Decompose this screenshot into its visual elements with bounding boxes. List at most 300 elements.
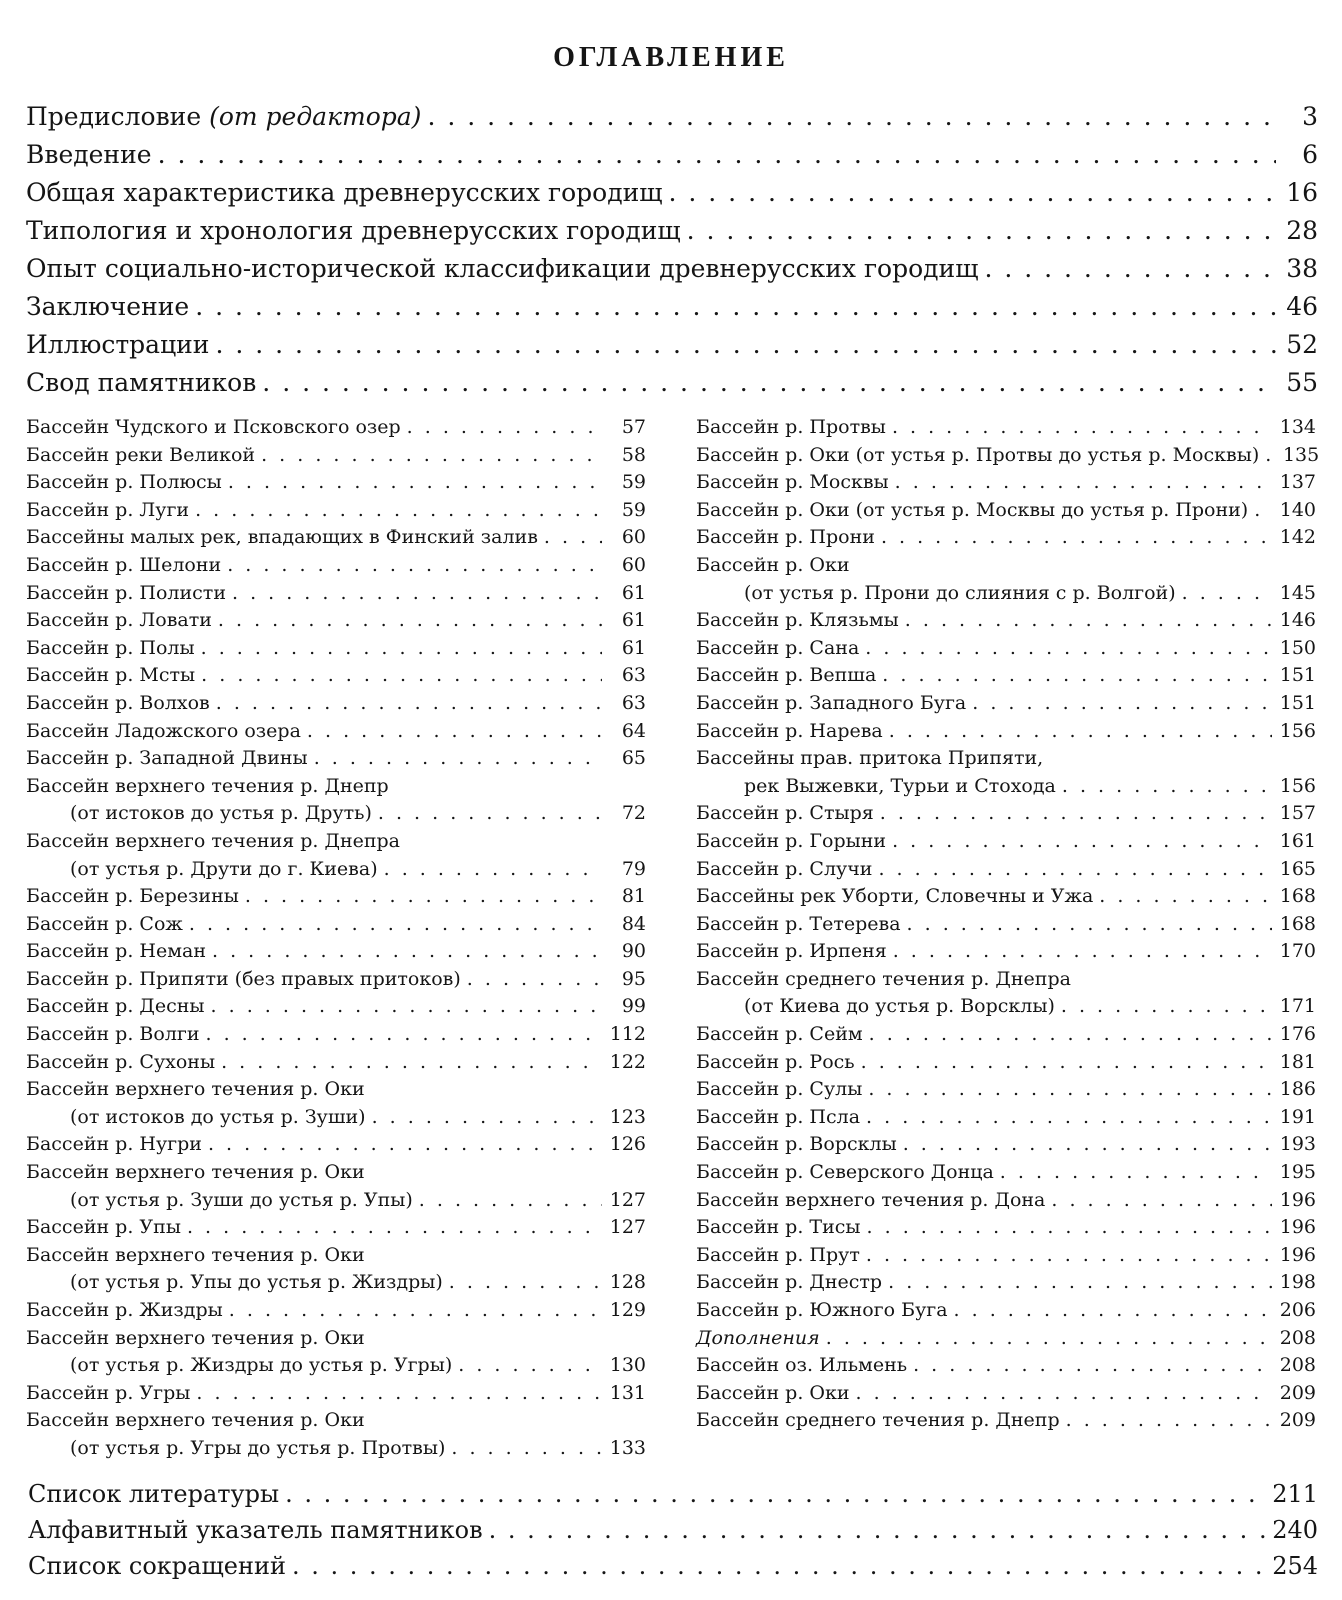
toc-entry-title [26, 499, 189, 521]
toc-entry-label: Бассейн р. Случи [696, 857, 873, 880]
toc-page-number: 191 [1279, 1105, 1316, 1128]
toc-entry[interactable] [696, 802, 1316, 830]
toc-entry-title [26, 1051, 215, 1073]
toc-entry[interactable] [26, 1051, 646, 1079]
toc-entry-title [26, 664, 195, 686]
toc-page-number: 145 [1279, 581, 1316, 604]
toc-entry-title [696, 1078, 862, 1100]
toc-entry-title [696, 664, 876, 686]
toc-page-number: 59 [621, 471, 646, 494]
dot-leader [158, 140, 1276, 169]
toc-entry-label: Бассейн р. Сана [696, 636, 860, 659]
dot-leader [221, 1051, 602, 1073]
dot-leader [1062, 775, 1272, 797]
toc-entry-label: (от устья р. Друти до г. Киева) [70, 857, 378, 880]
dot-leader [889, 720, 1272, 742]
toc-page-number: 95 [621, 967, 646, 990]
dot-leader [201, 664, 602, 686]
toc-page-number: 198 [1279, 1271, 1316, 1294]
toc-entry[interactable] [26, 885, 646, 913]
toc-page-number: 171 [1279, 995, 1316, 1018]
toc-page-number: 209 [1279, 1409, 1316, 1432]
toc-page-number: 52 [1286, 330, 1318, 359]
dot-leader [384, 858, 602, 880]
toc-entry-title [696, 1161, 994, 1183]
toc-entry[interactable] [26, 609, 646, 637]
toc-page-number: 208 [1279, 1354, 1316, 1377]
dot-leader [865, 637, 1272, 659]
toc-entry-title [28, 1480, 279, 1508]
toc-entry-title [26, 1354, 452, 1376]
toc-entry-label: Опыт социально-исторической классификации древнерусских городищ [26, 254, 979, 283]
toc-entry-title [26, 1133, 202, 1155]
toc-entry[interactable] [26, 1189, 646, 1217]
toc-entry-label: Бассейн р. Горыни [696, 829, 887, 852]
dot-leader [1254, 499, 1272, 521]
toc-entry[interactable] [26, 368, 1318, 406]
toc-page-number: 181 [1279, 1050, 1316, 1073]
toc-entry[interactable] [696, 858, 1316, 886]
toc-entry-title [696, 775, 1056, 797]
back-matter-contents [28, 1480, 1318, 1588]
dot-leader [867, 1216, 1272, 1238]
toc-entry-label: Бассейн р. Шелони [26, 553, 222, 576]
toc-entry[interactable] [696, 1051, 1316, 1079]
toc-entry[interactable] [26, 178, 1318, 216]
toc-entry-label: Бассейн р. Оки [696, 1381, 850, 1404]
toc-page-number: 99 [621, 995, 646, 1018]
toc-entry-title [26, 292, 189, 321]
toc-page-number: 127 [609, 1188, 646, 1211]
toc-entry-title [696, 637, 859, 659]
dot-leader [878, 858, 1272, 880]
toc-page-number: 211 [1272, 1480, 1318, 1508]
dot-leader [292, 1552, 1266, 1580]
toc-entry[interactable] [28, 1480, 1318, 1516]
toc-entry-label: (от истоков до устья р. Зуши) [70, 1105, 366, 1128]
toc-entry[interactable] [26, 692, 646, 720]
toc-entry-label: Общая характеристика древнерусских городищ [26, 178, 663, 207]
toc-entry[interactable] [26, 140, 1318, 178]
toc-entry[interactable] [26, 968, 646, 996]
dot-leader [893, 940, 1272, 962]
toc-entry[interactable] [696, 1106, 1316, 1134]
toc-entry-title [26, 1299, 223, 1321]
toc-entry-title [26, 471, 222, 493]
dot-leader [895, 471, 1272, 493]
dot-leader [262, 368, 1276, 397]
toc-page-number: 165 [1279, 857, 1316, 880]
toc-entry-title [26, 178, 663, 207]
toc-entry[interactable] [26, 499, 646, 527]
toc-page-number: 28 [1286, 216, 1318, 245]
toc-entry[interactable] [696, 1354, 1316, 1382]
toc-entry-title [696, 1023, 863, 1045]
toc-entry-title [26, 330, 209, 359]
toc-entry[interactable] [26, 444, 646, 472]
dot-leader [232, 582, 602, 604]
toc-page-number: 3 [1302, 102, 1318, 131]
toc-page-number: 157 [1279, 802, 1316, 825]
toc-entry-label: Бассейн р. Жиздры [26, 1299, 223, 1321]
toc-entry-title [696, 720, 883, 742]
toc-entry-label: Бассейн р. Полюсы [26, 471, 222, 494]
toc-entry[interactable] [696, 1271, 1316, 1299]
toc-entry[interactable] [26, 1299, 646, 1327]
toc-page-number: 60 [621, 526, 646, 549]
dot-leader [1066, 1409, 1272, 1431]
toc-entry-title [26, 1271, 443, 1293]
toc-entry-title [696, 1299, 948, 1321]
toc-entry-title [26, 858, 378, 880]
toc-entry-first-line: Бассейн верхнего течения р. Оки [26, 1161, 365, 1184]
toc-entry-title [26, 582, 226, 604]
toc-entry-first-line: Бассейн верхнего течения р. Днепра [26, 829, 401, 852]
dot-leader [687, 216, 1276, 245]
toc-page-number: 208 [1279, 1326, 1316, 1349]
toc-entry[interactable] [696, 582, 1316, 610]
toc-page-number: 196 [1279, 1243, 1316, 1266]
toc-page-number: 254 [1272, 1552, 1318, 1580]
toc-entry-label: Бассейн оз. Ильмень [696, 1354, 908, 1377]
dot-leader [407, 416, 602, 438]
toc-entry[interactable] [696, 1161, 1316, 1189]
toc-entry-label: Дополнения [696, 1326, 820, 1349]
toc-entry[interactable] [26, 747, 646, 775]
toc-entry[interactable] [696, 1078, 1316, 1106]
toc-entry-title [26, 720, 301, 742]
toc-entry[interactable] [696, 1327, 1316, 1355]
toc-entry-label: (от устья р. Упы до устья р. Жиздры) [70, 1271, 443, 1294]
toc-entry-title [26, 1216, 181, 1238]
toc-page-number: 151 [1279, 664, 1316, 687]
toc-entry-title [696, 471, 889, 493]
toc-entry-title [696, 1051, 855, 1073]
toc-page-number: 126 [609, 1133, 646, 1156]
toc-entry-label: Бассейн р. Ворсклы [696, 1133, 897, 1156]
toc-entry[interactable] [696, 471, 1316, 499]
toc-page-number: 196 [1279, 1216, 1316, 1239]
dot-leader [892, 416, 1272, 438]
dot-leader [195, 292, 1276, 321]
toc-entry[interactable] [696, 443, 1320, 472]
toc-entry[interactable] [26, 995, 646, 1023]
toc-entry-title [696, 1133, 897, 1155]
dot-leader [211, 995, 602, 1017]
dot-leader [489, 1516, 1267, 1544]
toc-entry[interactable] [26, 416, 646, 444]
toc-entry-label: Бассейн р. Нугри [26, 1133, 202, 1156]
dot-leader [954, 1299, 1272, 1321]
toc-entry-label: Бассейн р. Оки (от устья р. Протвы до устья р. Москвы) [696, 443, 1260, 466]
toc-entry[interactable] [26, 940, 646, 968]
toc-entry-label: Бассейн среднего течения р. Днепр [696, 1409, 1060, 1432]
toc-entry[interactable] [26, 554, 646, 582]
dot-leader [229, 1299, 602, 1321]
toc-entry-title [26, 995, 205, 1017]
toc-entry-title [26, 416, 401, 438]
toc-entry-first-line: Бассейн верхнего течения р. Оки [26, 1409, 365, 1432]
toc-entry[interactable] [26, 216, 1318, 254]
toc-entry-title [28, 1552, 286, 1580]
toc-entry[interactable] [696, 720, 1316, 748]
toc-entry[interactable] [696, 609, 1316, 637]
dot-leader [467, 968, 602, 990]
dot-leader [216, 692, 602, 714]
toc-entry-title [26, 140, 152, 169]
toc-entry-title [26, 609, 212, 631]
dot-leader [826, 1327, 1272, 1349]
toc-page-number: 123 [609, 1105, 646, 1128]
toc-entry-label: Алфавитный указатель памятников [28, 1516, 483, 1544]
toc-entry[interactable] [696, 692, 1316, 720]
toc-entry[interactable] [26, 582, 646, 610]
toc-entry-title [26, 637, 195, 659]
toc-entry-label: Бассейн р. Оки (от устья р. Москвы до устья р. Прони) [696, 498, 1249, 521]
toc-entry-title [696, 416, 886, 438]
dot-leader [212, 940, 602, 962]
dot-leader [892, 830, 1272, 852]
toc-page-number: 161 [1279, 829, 1316, 852]
toc-entry[interactable] [696, 1382, 1316, 1410]
toc-entry[interactable] [26, 664, 646, 692]
toc-entry[interactable] [28, 1516, 1318, 1552]
toc-entry-label: Бассейн р. Полы [26, 636, 195, 659]
toc-entry-title [26, 802, 372, 824]
toc-entry-first-line: Бассейн р. Оки [696, 553, 850, 576]
toc-entry-label: Бассейн р. Неман [26, 940, 207, 963]
toc-page-number: 137 [1279, 471, 1316, 494]
toc-entry-label: Бассейн р. Десны [26, 995, 205, 1018]
toc-entry-label: Введение [26, 140, 152, 169]
toc-entry-title [696, 499, 1248, 521]
toc-entry-label: Бассейн р. Псла [696, 1105, 861, 1128]
toc-entry[interactable] [696, 1133, 1316, 1161]
toc-entry-label: (от устья р. Прони до слияния с р. Волгой) [744, 581, 1176, 604]
toc-entry-title [696, 1271, 882, 1293]
toc-entry-label: Бассейн р. Сулы [696, 1078, 863, 1101]
toc-page-number: 6 [1302, 140, 1318, 169]
toc-page-number: 140 [1279, 498, 1316, 521]
toc-page-number: 168 [1279, 912, 1316, 935]
toc-entry[interactable] [26, 858, 646, 886]
toc-entry-label: Бассейн р. Тетерева [696, 912, 901, 935]
dot-leader [261, 444, 602, 466]
dot-leader [913, 1354, 1272, 1376]
toc-entry-first-line: Бассейн верхнего течения р. Оки [26, 1326, 365, 1349]
toc-page-number: 64 [621, 719, 646, 742]
toc-entry-title [696, 1409, 1060, 1431]
toc-entry-label: рек Выжевки, Турьи и Стохода [744, 774, 1056, 797]
toc-entry[interactable] [26, 637, 646, 665]
dot-leader [972, 692, 1272, 714]
toc-entry-label: Бассейн р. Полисти [26, 581, 226, 604]
left-column-contents [26, 416, 646, 1465]
toc-entry[interactable] [696, 664, 1316, 692]
toc-page-number: 170 [1279, 940, 1316, 963]
toc-page-number: 186 [1279, 1078, 1316, 1101]
toc-entry[interactable] [696, 526, 1316, 554]
toc-page-number: 129 [609, 1299, 646, 1321]
toc-page-number: 16 [1286, 178, 1318, 207]
toc-page-number: 65 [621, 747, 646, 770]
dot-leader [907, 913, 1272, 935]
dot-leader [427, 102, 1276, 131]
toc-entry-title [696, 1382, 850, 1404]
toc-entry-title [696, 802, 874, 824]
dot-leader [866, 1244, 1272, 1266]
dot-leader [903, 1133, 1272, 1155]
toc-entry[interactable] [696, 1216, 1316, 1244]
toc-entry-first-line: Бассейн верхнего течения р. Оки [26, 1078, 365, 1101]
toc-page-number: 38 [1286, 254, 1318, 283]
toc-entry-first-line: Бассейны прав. притока Припяти, [696, 747, 1044, 770]
dot-leader [868, 1078, 1272, 1100]
toc-entry[interactable] [696, 1299, 1316, 1327]
toc-entry[interactable] [26, 471, 646, 499]
toc-page-number: 61 [621, 609, 646, 632]
toc-entry[interactable] [696, 775, 1316, 803]
toc-entry[interactable] [26, 526, 646, 554]
main-contents-list [26, 102, 1318, 406]
toc-page-number: 127 [609, 1216, 646, 1239]
toc-entry-label: (от истоков до устья р. Друть) [70, 802, 372, 825]
toc-entry[interactable] [696, 637, 1316, 665]
toc-entry[interactable] [696, 499, 1316, 527]
toc-entry-label: Бассейн р. Нарева [696, 719, 883, 742]
dot-leader [215, 330, 1276, 359]
toc-entry-label: Бассейн р. Москвы [696, 471, 889, 494]
toc-entry[interactable] [26, 1271, 646, 1299]
dot-leader [196, 1382, 602, 1404]
toc-entry[interactable] [26, 330, 1318, 368]
toc-entry-title [696, 444, 1259, 466]
toc-entry-label: Бассейн р. Вепша [696, 664, 877, 687]
toc-entry[interactable] [696, 1023, 1316, 1051]
toc-entry[interactable] [696, 940, 1316, 968]
toc-entry[interactable] [696, 1409, 1316, 1437]
toc-entry-label: Бассейн р. Прони [696, 526, 875, 549]
toc-entry-label: Предисловие [26, 102, 202, 131]
toc-entry[interactable] [26, 1216, 646, 1244]
toc-entry-label: Бассейн р. Рось [696, 1050, 855, 1073]
toc-entry[interactable] [696, 1189, 1316, 1217]
toc-page-number: 46 [1286, 292, 1318, 321]
dot-leader [856, 1382, 1272, 1404]
toc-entry[interactable] [696, 1244, 1316, 1272]
toc-entry-label: Бассейн р. Протвы [696, 416, 886, 438]
toc-entry-title [696, 582, 1176, 604]
dot-leader [218, 609, 602, 631]
toc-entry-title [696, 1106, 860, 1128]
toc-page-number: 58 [621, 443, 646, 466]
dot-leader [888, 1271, 1272, 1293]
toc-entry-label: Бассейн р. Тисы [696, 1216, 861, 1239]
toc-entry[interactable] [26, 102, 1318, 140]
toc-entry[interactable] [696, 830, 1316, 858]
toc-page-number: 150 [1279, 636, 1316, 659]
dot-leader [1265, 444, 1275, 466]
toc-entry[interactable] [26, 254, 1318, 292]
toc-entry-title [26, 1106, 366, 1128]
toc-page-number: 112 [609, 1023, 646, 1046]
toc-page-number: 72 [621, 802, 646, 825]
toc-entry-title [26, 913, 183, 935]
toc-entry[interactable] [26, 1133, 646, 1161]
toc-entry[interactable] [696, 995, 1316, 1023]
dot-leader [451, 1437, 602, 1459]
toc-entry-title [26, 554, 221, 576]
toc-entry-label: Бассейн р. Стыря [696, 802, 874, 825]
dot-leader [206, 1023, 602, 1045]
toc-entry[interactable] [696, 913, 1316, 941]
toc-entry[interactable] [26, 1106, 646, 1134]
toc-entry-title [26, 216, 681, 245]
toc-entry-label: Бассейн р. Сейм [696, 1023, 863, 1046]
dot-leader [458, 1354, 602, 1376]
toc-page-number: 156 [1279, 774, 1316, 797]
toc-entry-label: Бассейн р. Сухоны [26, 1050, 216, 1073]
toc-entry[interactable] [26, 802, 646, 830]
toc-entry-title [696, 609, 899, 631]
toc-entry-label: (от устья р. Жиздры до устья р. Угры) [70, 1354, 453, 1377]
toc-entry[interactable] [696, 885, 1316, 913]
toc-entry[interactable] [26, 913, 646, 941]
toc-entry[interactable] [26, 1382, 646, 1410]
toc-entry[interactable] [28, 1552, 1318, 1588]
toc-page-number: 146 [1279, 609, 1316, 632]
toc-entry-title [26, 1023, 200, 1045]
toc-page-number: 84 [621, 912, 646, 935]
toc-entry-title [696, 692, 966, 714]
toc-page-number: 128 [609, 1271, 646, 1294]
toc-entry-label: Типология и хронология древнерусских городищ [26, 216, 681, 245]
toc-entry[interactable] [26, 292, 1318, 330]
toc-entry[interactable] [26, 720, 646, 748]
toc-entry-label: Бассейн Ладожского озера [26, 719, 301, 742]
toc-page-number: 151 [1279, 691, 1316, 714]
page-title: ОГЛАВЛЕНИЕ [553, 42, 789, 73]
toc-entry-label: Бассейн р. Западной Двины [26, 747, 308, 770]
toc-entry-label: Бассейн р. Припяти (без правых притоков) [26, 967, 461, 990]
dot-leader [227, 554, 602, 576]
dot-leader [201, 637, 602, 659]
toc-entry-title [26, 968, 461, 990]
toc-entry[interactable] [26, 1437, 646, 1465]
toc-entry-title [696, 913, 901, 935]
toc-entry[interactable] [26, 1023, 646, 1051]
toc-entry[interactable] [26, 1354, 646, 1382]
dot-leader [1051, 1189, 1272, 1211]
dot-leader [449, 1271, 602, 1293]
toc-entry-title [26, 102, 421, 131]
toc-entry-title [696, 1216, 861, 1238]
toc-entry-title [696, 1244, 860, 1266]
toc-entry-label: Бассейн р. Сож [26, 912, 183, 935]
toc-entry-title [696, 940, 887, 962]
toc-page-number: 57 [621, 416, 646, 438]
toc-entry-label: Список сокращений [28, 1552, 286, 1580]
dot-leader [285, 1480, 1266, 1508]
toc-page-number: 90 [621, 940, 646, 963]
toc-page-number: 195 [1279, 1161, 1316, 1184]
toc-page-number: 79 [621, 857, 646, 880]
toc-entry-label: Бассейн р. Южного Буга [696, 1299, 948, 1321]
toc-entry[interactable] [696, 416, 1316, 444]
toc-page-number: 59 [621, 498, 646, 521]
toc-entry-label: Бассейн р. Березины [26, 885, 239, 908]
dot-leader [307, 720, 602, 742]
